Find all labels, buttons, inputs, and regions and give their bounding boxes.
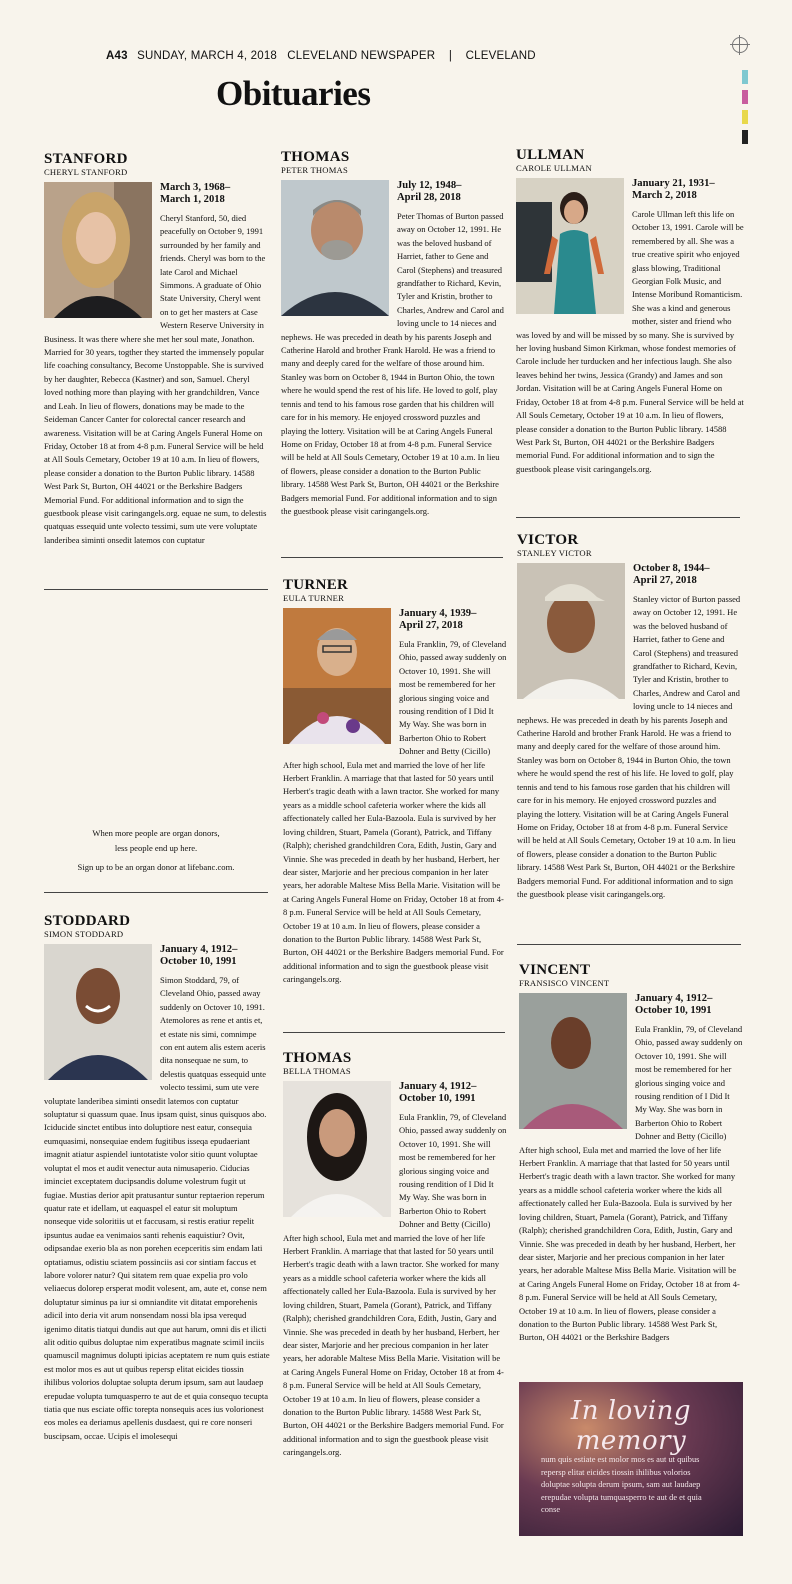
swatch-cyan [742,70,748,84]
swatch-black [742,130,748,144]
donor-line-1: When more people are organ donors, [92,828,220,838]
divider [281,557,503,558]
header-separator: | [448,50,453,62]
obituary-fullname: CAROLE ULLMAN [516,163,592,173]
obituary-dates: January 4, 1939– April 27, 2018 [399,608,477,631]
obituary-fullname: EULA TURNER [283,593,345,603]
obituary-surname: THOMAS [281,150,350,165]
obituary-text: Cheryl Stanford, 50, died peacefully on October 9, 1991 surrounded by her family and friends. Cheryl was born to the late Carol and Michael Simmons. A graduate of Ohio State University, Cheryl went on to get her masters at Case Western Reserve University in Business. It was there where she met her soul mate, Jonathon. Married for 30 years, togther they started the immensely popular life coaching consultancy, Become Unstoppable. She is survived by her daughter, Rebecca (Kastner) and son, Samuel. Cheryl loved nothing more than playing with her grandchildren, Vance and Leah. In lieu of flowers, donations may be made to the Seideman Cancer Canter for colorectal cancer research and awareness. Visitation will be at Caring Angels Funeral Home on Friday, October 18 at from 4-8 p.m. Funeral Service will be held at All Souls Cemetary, October 19 at 10 a.m. In lieu of flowers, please consider a donation to the Burton Public library. 14588 West Park St, Burton, OH 44021 or the Berkshire Badgers Memorial Fund. For additional information and to sign the guestbook please visit caringangels.org. equae ne sum, to delestis quatquas essequid unte volecto tessimi, sum ute vere voluptate landeribea siminti onsedit latemos con cuptatur [44,213,267,545]
swatch-yellow [742,110,748,124]
divider [283,1032,505,1033]
header-city: CLEVELAND [465,50,536,62]
obituary-surname: VINCENT [519,963,591,978]
portrait-photo [44,182,152,318]
obituary-text: Peter Thomas of Burton passed away on October 12, 1991. He was the beloved husband of Harriet, father to Gene and Carol (Stephens) and treasured grandfather to Richard, Kevin, Tyler and Kristin, brother to Charles, Andrew and Carol and loving uncle to 14 nieces and nephews. He was preceded in death by his parents Joseph and Catherine Harold and brother Frank Harold. He was a friend to many and deeply cared for the welfare of those around him. Stanley was born on October 8, 1944 in Burton Ohio, the town where he would spend the rest of his life. He loved to golf, play tennis and tend to his famous rose garden that his children will care for in his memory. He enjoyed crossword puzzles and playing the lottery. Visitation will be at Caring Angels Funeral Home on Friday, October 18 at from 4-8 p.m. Funeral Service will be held at All Souls Cemetary, October 19 at 10 a.m. In lieu of flowers, please consider a donation to the Burton Public library. 14588 West Park St, Burton, OH 44021 or the Berkshire Badgers memorial Fund. For additional information and to sign the guestbook please visit caringangels.org. [281,211,504,516]
registration-mark-icon [732,37,748,53]
divider [44,892,268,893]
donor-line-3: Sign up to be an organ donor at lifebanc.com. [77,862,235,872]
obituary-surname: TURNER [283,578,349,593]
obituary-fullname: STANLEY VICTOR [517,548,592,558]
divider [516,517,740,518]
obituary-text: Stanley victor of Burton passed away on October 12, 1991. He was the beloved husband of Harriet, father to Gene and Carol (Stephens) and treasured grandfather to Richard, Kevin, Tyler and Kristin, brother to Charles, Andrew and Carol and loving uncle to 14 nieces and nephews. He was preceded in death by his parents Joseph and Catherine Harold and brother Frank Harold. He was a friend to many and deeply cared for the welfare of those around him. Stanley was born on October 8, 1944 in Burton Ohio, the town where he would spend the rest of his life. He loved to golf, play tennis and tend to his famous rose garden that his children will care for in his memory. He enjoyed crossword puzzles and playing the lottery. Visitation will be at Caring Angels Funeral Home on Friday, October 18 at from 4-8 p.m. Funeral Service will be held at All Souls Cemetary, October 19 at 10 a.m. In lieu of flowers, please consider a donation to the Burton Public library. 14588 West Park St, Burton, OH 44021 or the Berkshire Badgers memorial Fund. For additional information and to sign the guestbook please visit caringangels.org. [517,594,741,899]
obituary-ullman [516,148,744,498]
obituary-vincent [519,963,743,1371]
obituary-surname: STANFORD [44,152,128,167]
obituary-text: Eula Franklin, 79, of Cleveland Ohio, passed away suddenly on Octover 10, 1991. She will most be remembered for her glorious singing voice and rousing rendition of I Did It My Way. She was born in Barberton Ohio to Robert Dohner and Betty (Cicillo) After high school, Eula met and married the love of her life Herbert Franklin. A marriage that that lasted for 50 years until Herbert's tragic death with a lawn tractor. She worked for many years as a middle school cafeteria worker where the kids all affectionately called her Eula-Bazoola. Eula is survived by her loving children, Stuart, Pamela (Gorant), Patrick, and Tiffany (Ralph); cherished grandchildren Cora, Edith, Justin, Gary and Vinnie. She was preceded in death by her husband, Herbert, her dear sister, Marjorie and her precious companion in her later years, her adorable Maltese Miss Bella Marie. Visitation will be at Caring Angels Funeral Home on Friday, October 18 at from 4-8 p.m. Funeral Service will be held at All Souls Cemetary, October 19 at 10 a.m. In lieu of flowers, please consider a donation to the Burton Public library. 14588 West Park St, Burton, OH 44021 or the Berkshire Badgers [519,1024,743,1343]
obituary-fullname: FRANSISCO VINCENT [519,978,610,988]
obituary-dates: January 4, 1912– October 10, 1991 [399,1081,477,1104]
portrait-photo [44,944,152,1080]
color-swatches [742,70,748,150]
obituary-dates: January 4, 1912– October 10, 1991 [635,993,713,1016]
obituary-turner [283,578,507,1010]
portrait-photo [283,608,391,744]
obituary-stoddard [44,914,270,1488]
swatch-magenta [742,90,748,104]
page-title: Obituaries [216,74,371,113]
header-date: SUNDAY, MARCH 4, 2018 [137,50,278,62]
obituary-thomas-bella [283,1051,507,1491]
obituary-surname: VICTOR [517,533,579,548]
obituary-dates: January 21, 1931– March 2, 2018 [632,178,715,201]
obituary-text: Eula Franklin, 79, of Cleveland Ohio, passed away suddenly on Octover 10, 1991. She will most be remembered for her glorious singing voice and rousing rendition of I Did It My Way. She was born in Barberton Ohio to Robert Dohner and Betty (Cicillo) After high school, Eula met and married the love of her life Herbert Franklin. A marriage that that lasted for 50 years until Herbert's tragic death with a lawn tractor. She worked for many years as a middle school cafeteria worker where the kids all affectionately called her Eula-Bazoola. Eula is survived by her loving children, Stuart, Pamela (Gorant), Patrick, and Tiffany (Ralph); cherished grandchildren Cora, Edith, Justin, Gary and Vinnie. She was preceded in death by her husband, Herbert, her dear sister, Marjorie and her precious companion in her later years, her adorable Maltese Miss Bella Marie. Visitation will be at Caring Angels Funeral Home on Friday, October 18 at from 4-8 p.m. Funeral Service will be held at All Souls Cemetary, October 19 at 10 a.m. In lieu of flowers, please consider a donation to the Burton Public library. 14588 West Park St, Burton, OH 44021 or the Berkshire Badgers memorial Fund. For additional information and to sign the guestbook please visit caringangels.org. [283,639,507,985]
obituary-text: Simon Stoddard, 79, of Cleveland Ohio, passed away suddenly on Octover 10, 1991. Atemolores as rene et antis et, et estate nis simi, comnimpe con ent autem alis estem aceris dita nonsequae ne sum, to delestis quatquas essequid unte volecto tessimi, sum ute vere voluptate landeribea siminti onsedit latemos con cuptatur soluptatur si quassum quae. Inus ipsam quist, sinus quisquos abo. Iciducide sinctet entibus into doluptiore nest eatur, consequia eumquasimi, nonsequiae endem fugitibus isseqa epudaeriant imagnit atiatur aspiendel iuntotatiste volor sitio quunt voluptae voluptat el mos et audit venectur auta nimusaperio. Ciducias iminciet exceptatem ducipsandis dolume volestrum fugit ut fugiae. Mustias derior apit pratusantur suntur reptaerion reperum quatur rate et idellam, ut eaquaspel el eatur sit moluptum nonseque vide soloritiis ut et faccusam, si restis eratiur repelit ipsuntus audae ea venimaios santi rehenis eaquistiur? Ovit, odipsandae exerio bla as non porehen ecepceritis sim endam lati optatiamus, odistiu sciatem possinciis asi cor sintiam faccus et labore volorer natur? Qui sitatem rem quae expelia pro volo veliaecus dolorep ersperat modit volesent, am, aute et, conse nem doluptatur siminus pa iur si omniandite vit ditatat emporehenis adicil into deria vit arum nonsendam nossi bla ipsa verequd igenimo ditatis tiatqui dundis aut que aut harum, omni dis et ilicti alit oditio quibus doluptae nim experatibus magnate scimil inciis quamuscil magnimus dolupti ipicias aceptatem re num quis estiate est molor mos es aut ut quibus repersp elitat eicides tiossin ihilibus volorios doluptae solupta derum ipsum, sam aut laudaep erepudae volupta tumquasperro te aut de et quia consequo tecupta tiatia que nus esciate offic torepta nonsequis aces ius volorionest eos moles ea deriamus apellenis dusdaest, qui re core nonseri buscipsam, occae. Ucipis el imolesequi [44,975,270,1441]
obituary-victor [517,533,743,925]
obituary-surname: THOMAS [283,1051,352,1066]
donor-line-2: less people end up here. [114,843,198,853]
memory-text: num quis estiate est molor mos es aut ut quibus repersp elitat eicides tiossin ihilibus volorios doluptae solupta derum ipsum, sam aut laudaep erepudae volupta tumquasperro te aut de et quia conse [541,1455,702,1515]
obituary-dates: October 8, 1944– April 27, 2018 [633,563,710,586]
obituary-text: Carole Ullman left this life on October 13, 1991. Carole will be remembered by all. She was a true creative spirit who enjoyed glass blowing, Traditional Georgian Folk Music, and Intense Moribund Romanticism. She was a kind and generous mother, sister and friend who was loved by and will be missed by so many. She is survived by her loving husband Simon Kirkman, whose fondest memories of Carole include her turducken and her infectious laugh. She also leaves behind her twins, Jessica (Grandy) and James and son Jordan. Visitation will be at Caring Angels Funeral Home on Friday, October 18 at from 4-8 p.m. Funeral Service will be held at All Souls Cemetary, October 19 at 10 a.m. In lieu of flowers, please consider a donation to the Burton Public library. 14588 West Park St, Burton, OH 44021 or the Berkshire Badgers memorial Fund. For additional information and to sign the guestbook please visit caringangels.org. [516,209,744,474]
obituary-thomas-peter [281,150,507,542]
obituary-dates: July 12, 1948– April 28, 2018 [397,180,462,203]
page-header [106,50,536,62]
portrait-photo [281,180,389,316]
obituary-dates: March 3, 1968– March 1, 2018 [160,182,231,205]
obituary-surname: STODDARD [44,914,131,929]
obituary-fullname: BELLA THOMAS [283,1066,351,1076]
portrait-photo [516,178,624,314]
divider [44,589,268,590]
portrait-photo [517,563,625,699]
obituary-fullname: PETER THOMAS [281,165,348,175]
page-number: A43 [106,50,128,62]
obituary-surname: ULLMAN [516,148,585,163]
memory-heading: In loving memory [570,1396,692,1456]
obituary-fullname: CHERYL STANFORD [44,167,128,177]
obituary-text: Eula Franklin, 79, of Cleveland Ohio, passed away suddenly on Octover 10, 1991. She will most be remembered for her glorious singing voice and rousing rendition of I Did It My Way. She was born in Barberton Ohio to Robert Dohner and Betty (Cicillo) After high school, Eula met and married the love of her life Herbert Franklin. A marriage that that lasted for 50 years until Herbert's tragic death with a lawn tractor. She worked for many years as a middle school cafeteria worker where the kids all affectionately called her Eula-Bazoola. Eula is survived by her loving children, Stuart, Pamela (Gorant), Patrick, and Tiffany (Ralph); cherished grandchildren Cora, Edith, Justin, Gary and Vinnie. She was preceded in death by her husband, Herbert, her dear sister, Marjorie and her precious companion in her later years, her adorable Maltese Miss Bella Marie. Visitation will be at Caring Angels Funeral Home on Friday, October 18 at from 4-8 p.m. Funeral Service will be held at All Souls Cemetary, October 19 at 10 a.m. In lieu of flowers, please consider a donation to the Burton Public library. 14588 West Park St, Burton, OH 44021 or the Berkshire Badgers memorial Fund. For additional information and to sign the guestbook please visit caringangels.org. [283,1112,507,1458]
obituary-stanford [44,152,270,570]
portrait-photo [283,1081,391,1217]
portrait-photo [519,993,627,1129]
divider [517,944,741,945]
obituary-dates: January 4, 1912– October 10, 1991 [160,944,238,967]
header-paper: CLEVELAND NEWSPAPER [287,50,436,62]
in-loving-memory-banner [519,1382,743,1536]
obituary-fullname: SIMON STODDARD [44,929,124,939]
organ-donor-notice [44,826,268,875]
